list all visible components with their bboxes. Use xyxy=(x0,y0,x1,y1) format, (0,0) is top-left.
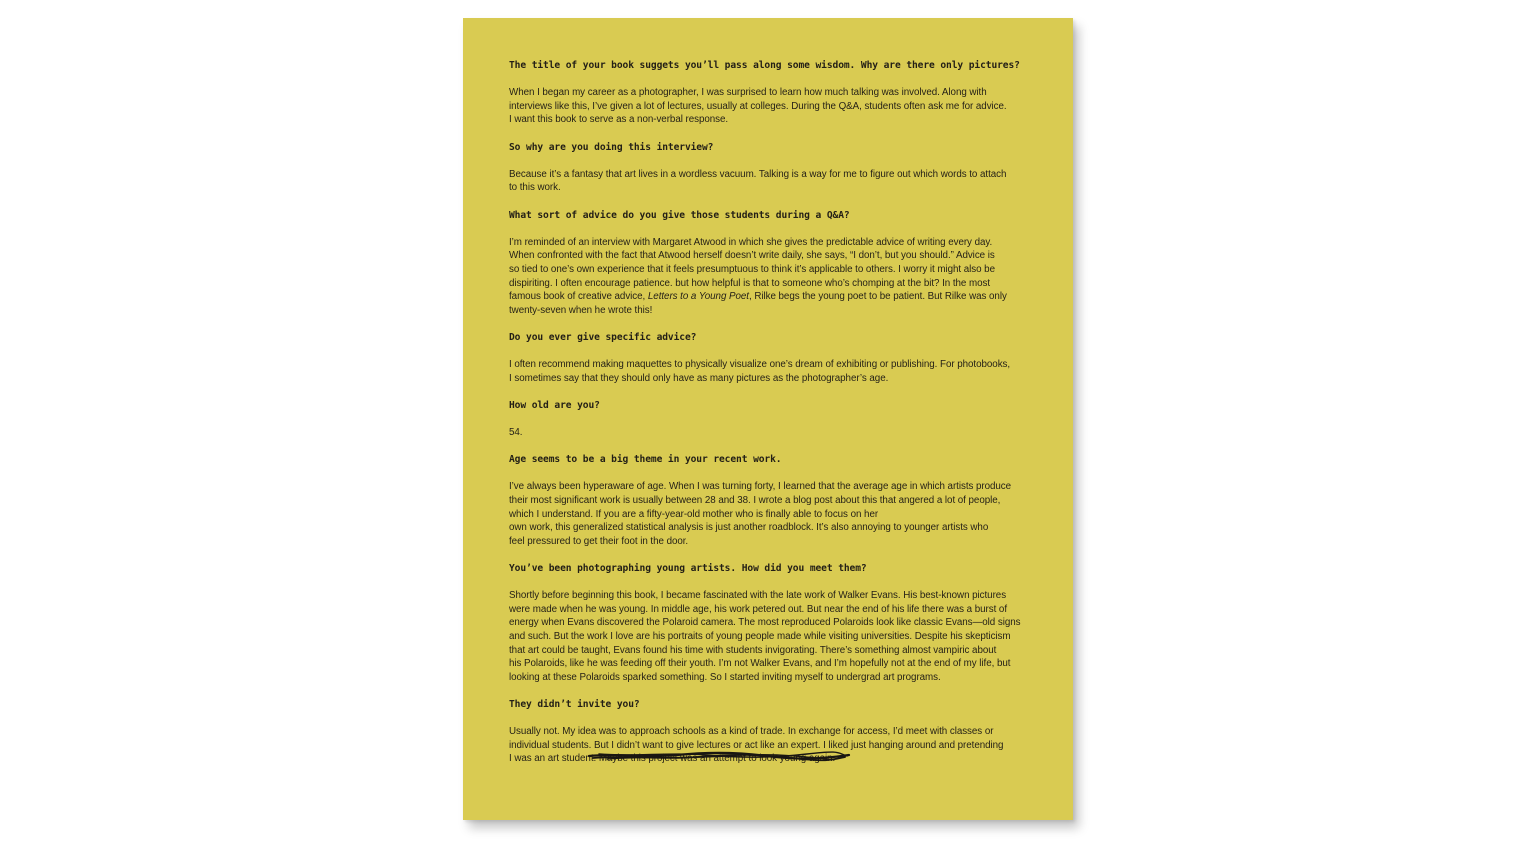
answer-line: his Polaroids, like he was feeding off their youth. I’m not Walker Evans, and I’m hopefully not at the end of my life, but xyxy=(509,658,1011,670)
answer-line: When I began my career as a photographer, I was surprised to learn how much talking was involved. Along with xyxy=(509,87,987,99)
answer-line: Because it’s a fantasy that art lives in a wordless vacuum. Talking is a way for me to figure out which words to attach xyxy=(509,168,1007,180)
answer-line: 54. xyxy=(509,427,523,439)
qa-section-6 xyxy=(509,453,1031,548)
answer-line: were made when he was young. In middle age, his work petered out. But near the end of his life there was a burst of xyxy=(509,603,1007,615)
answer-line: their most significant work is usually between 28 and 38. I wrote a blog post about this that angered a lot of people, xyxy=(509,495,1001,506)
answer-line: interviews like this, I’ve given a lot of lectures, usually at colleges. During the Q&A, students often ask me for advice. xyxy=(509,100,1007,112)
answer-8 xyxy=(509,725,1031,766)
answer-line: looking at these Polaroids sparked something. So I started inviting myself to undergrad art programs. xyxy=(509,671,941,683)
question-8: They didn’t invite you? xyxy=(509,698,640,710)
answer-1 xyxy=(509,86,1031,127)
answer-6 xyxy=(509,480,1031,548)
answer-line: which I understand. If you are a fifty-year-old mother who is finally able to focus on her xyxy=(509,508,879,520)
answer-line: I’m reminded of an interview with Margaret Atwood in which she gives the predictable advice of writing every day. xyxy=(509,236,993,248)
answer-line: individual students. But I didn’t want to give lectures or act like an expert. I liked just hanging around and pretending xyxy=(509,739,1004,751)
answer-line xyxy=(509,290,1031,304)
answer-line: dispiriting. I often encourage patience. but how helpful is that to someone who’s chomping at the bit? In the most xyxy=(509,277,990,289)
qa-section-7 xyxy=(509,562,1031,684)
answer-line: own work, this generalized statistical analysis is just another roadblock. It’s also annoying to younger artists who xyxy=(509,522,989,534)
question-2: So why are you doing this interview? xyxy=(509,141,714,153)
question-6: Age seems to be a big theme in your recent work. xyxy=(509,454,782,466)
interview-text xyxy=(509,59,1031,779)
question-3: What sort of advice do you give those students during a Q&A? xyxy=(509,209,850,221)
question-7: You’ve been photographing young artists. How did you meet them? xyxy=(509,562,867,574)
answer-line: When confronted with the fact that Atwood herself doesn’t write daily, she says, “I don’t, but you should.” Advice is xyxy=(509,250,995,262)
book-title: Letters to a Young Poet xyxy=(647,291,749,303)
answer-7 xyxy=(509,589,1031,684)
answer-line-start: famous book of creative advice, xyxy=(509,291,648,303)
struck-answer-line xyxy=(509,752,1031,766)
qa-section-8 xyxy=(509,698,1031,766)
qa-section-5 xyxy=(509,399,1031,440)
answer-line: I often recommend making maquettes to physically visualize one’s dream of exhibiting or publishing. For photobooks, xyxy=(509,359,1011,371)
answer-line: so tied to one’s own experience that it feels presumptuous to think it’s applicable to others. I worry it might also be xyxy=(509,263,995,275)
question-5: How old are you? xyxy=(509,399,600,411)
answer-4 xyxy=(509,358,1031,385)
answer-line: and such. But the work I love are his portraits of young people made while visiting universities. Despite his skepticism xyxy=(509,630,1011,642)
qa-section-3 xyxy=(509,209,1031,318)
question-1: The title of your book suggets you’ll pass along some wisdom. Why are there only pictures? xyxy=(509,60,1020,71)
qa-section-1 xyxy=(509,59,1031,127)
answer-line: Usually not. My idea was to approach schools as a kind of trade. In exchange for access, I’d meet with classes or xyxy=(509,726,994,738)
answer-3 xyxy=(509,236,1031,318)
qa-section-4 xyxy=(509,331,1031,385)
answer-line: I sometimes say that they should only have as many pictures as the photographer’s age. xyxy=(509,372,889,384)
question-4: Do you ever give specific advice? xyxy=(509,331,697,343)
answer-line-end: , Rilke begs the young poet to be patient. But Rilke was only xyxy=(748,291,1007,303)
answer-2 xyxy=(509,168,1031,195)
answer-line: to this work. xyxy=(509,182,561,194)
qa-section-2 xyxy=(509,141,1031,195)
answer-line: Shortly before beginning this book, I became fascinated with the late work of Walker Evans. His best-known pictures xyxy=(509,590,1007,602)
answer-5 xyxy=(509,426,1031,440)
answer-line: I’ve always been hyperaware of age. When I was turning forty, I learned that the average age in which artists produce xyxy=(509,481,1012,493)
document-page xyxy=(463,18,1073,820)
answer-line: that art could be taught, Evans found his time with students invigorating. There’s something almost vampiric about xyxy=(509,644,997,656)
answer-line: I want this book to serve as a non-verbal response. xyxy=(509,114,729,126)
answer-line: feel pressured to get their foot in the door. xyxy=(509,535,689,547)
answer-line: energy when Evans discovered the Polaroid camera. The most reproduced Polaroids look like classic Evans—old signs xyxy=(509,617,1021,629)
struck-answer-text: I was an art student. Maybe this project was an attempt to look young again. xyxy=(509,753,836,765)
answer-line: twenty-seven when he wrote this! xyxy=(509,304,653,316)
